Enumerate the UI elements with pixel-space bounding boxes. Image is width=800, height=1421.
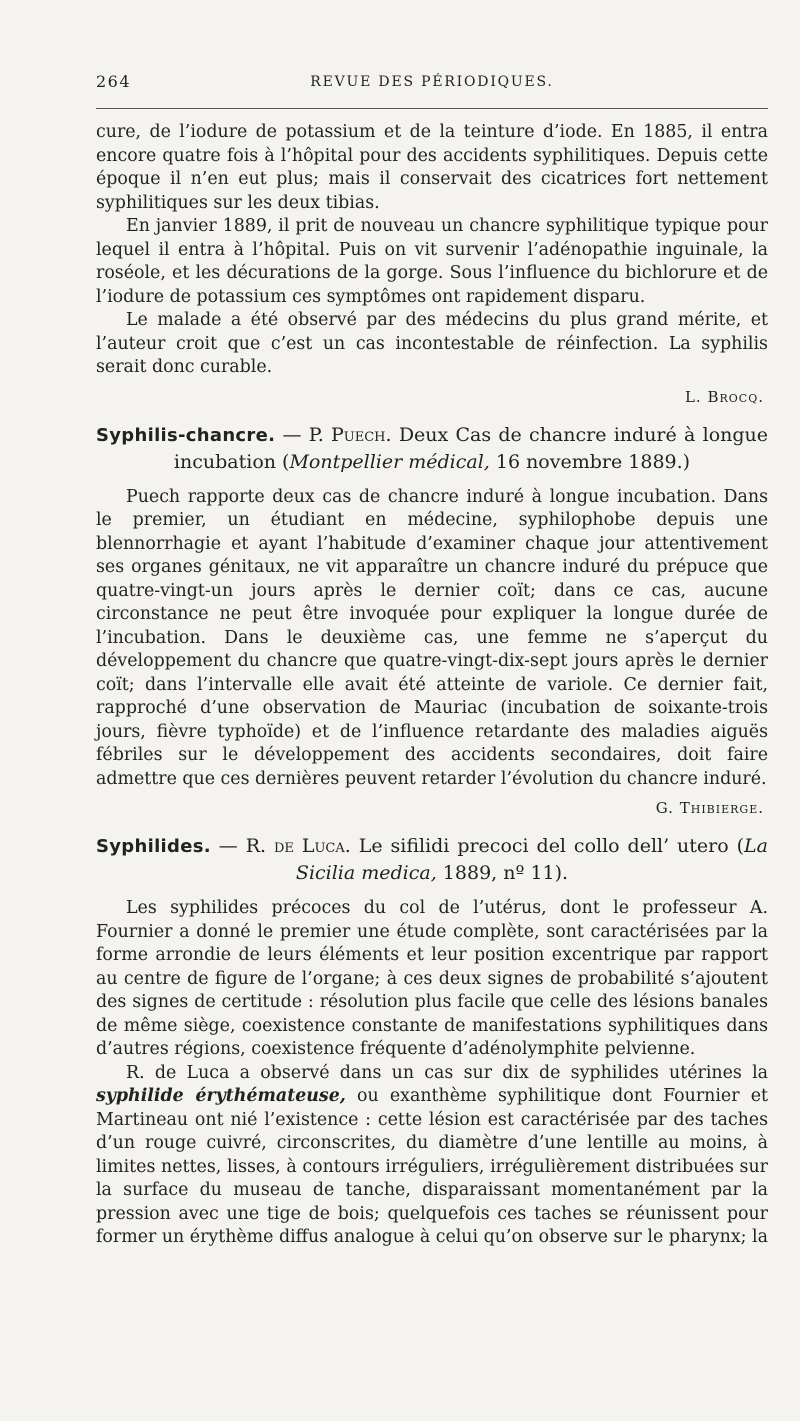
heading-journal-b: Sicilia medica, (295, 862, 437, 884)
heading-title-cont: incubation ( (173, 450, 290, 473)
heading-lead: Syphilis-chancre. (96, 424, 276, 446)
heading-dash: — P. (275, 423, 331, 446)
paragraph-rest: ou exanthème syphilitique dont Fournier et Martineau ont nié l’existence : cette lésion est caractérisée par des taches d’un rouge cuivré, circonscrites, du diamètre d’une lentille au moins, à limites nettes, lisses, à contours irréguliers, irrégulièrement distribuées sur la surface du museau de tanche, disparaissant momentanément par la pression avec une tige de bois; quelquefois ces taches se réunissent pour former un érythème diffus analogue à celui qu’on observe sur le pharynx; la (96, 1086, 768, 1247)
section-heading-syphilides (96, 833, 768, 887)
section-heading-syphilis-chancre (96, 422, 768, 476)
paragraph-emphasis: syphilide érythémateuse, (96, 1086, 346, 1106)
heading-date: 1889, nº 11). (436, 862, 569, 884)
heading-title: Deux Cas de chancre induré à longue (391, 423, 769, 446)
heading-lead: Syphilides. (96, 836, 211, 857)
page (96, 68, 768, 1250)
paragraph-puech: Puech rapporte deux cas de chancre induré à longue incubation. Dans le premier, un étudiant en médecine, syphilophobe depuis une blennorrhagie et ayant l’habitude d’examiner chaque jour attentivement ses organes génitaux, ne vit apparaître un chancre induré du prépuce que quatre-vingt-un jours après le dernier coït; dans ce cas, aucune circonstance ne peut être invoquée pour expliquer la longue durée de l’incubation. Dans le deuxième cas, une femme ne s’aperçut du développement du chancre que quatre-vingt-dix-sept jours après le dernier coït; dans l’intervalle elle avait été atteinte de variole. Ce dernier fait, rapproché d’une observation de Mauriac (incubation de soixante-trois jours, fièvre typhoïde) et de l’influence retardante des maladies aiguës fébriles sur le développement des accidents secondaires, doit faire admettre que ces dernières peuvent retarder l’évolution du chancre induré. (96, 486, 768, 789)
signature-brocq: L. Brocq. (684, 387, 764, 406)
paragraph-reinfection: En janvier 1889, il prit de nouveau un chancre syphilitique typique pour lequel il entra à l’hôpital. Puis on vit survenir l’adénopathie inguinale, la roséole, et les décurations de la gorge. Sous l’influence du bichlorure et de l’iodure de potassium ces symptômes ont rapidement disparu. (96, 216, 768, 307)
paragraph-syphilides-precoces: Les syphilides précoces du col de l’utérus, dont le professeur A. Fournier a donné le premier une étude complète, sont caractérisées par la forme arrondie de leurs éléments et leur position excentrique par rapport au centre de figure de l’organe; à ces deux signes de probabilité s’ajoutent des signes de certitude : résolution plus facile que celle des lésions banales de même siège, coexistence constante de manifestations syphilitiques dans d’autres régions, coexistence fréquente d’adénolymphite pelvienne. (96, 898, 768, 1059)
heading-line-1 (96, 422, 768, 449)
paragraph-conclusion: Le malade a été observé par des médecins du plus grand mérite, et l’auteur croit que c’est un cas incontestable de réinfection. La syphilis serait donc curable. (96, 310, 768, 377)
running-title: REVUE DES PÉRIODIQUES. (310, 74, 554, 90)
signature-thibierge: G. Thibierge. (655, 799, 764, 817)
heading-title: Le sifilidi precoci del collo dell’ utero ( (350, 835, 745, 857)
running-header (96, 68, 768, 98)
heading-author: Puech. (331, 423, 392, 446)
heading-line-2 (96, 449, 768, 476)
paragraph-continuation: cure, de l’iodure de potassium et de la teinture d’iode. En 1885, il entra encore quatre fois à l’hôpital pour des accidents syphilitiques. Depuis cette époque il n’en eut plus; mais il conservait des cicatrices fort nettement syphilitiques sur les deux tibias. (96, 122, 768, 213)
heading-journal-a: La (744, 835, 768, 857)
heading-line-2 (96, 860, 768, 887)
header-rule (96, 108, 768, 109)
paragraph-de-luca (96, 1062, 768, 1250)
heading-author: de Luca. (273, 835, 351, 857)
heading-journal: Montpellier médical, (289, 450, 490, 473)
heading-date: 16 novembre 1889.) (489, 450, 691, 473)
paragraph-start: R. de Luca a observé dans un cas sur dix de syphilides utérines la (126, 1062, 768, 1083)
heading-dash: — R. (210, 835, 274, 857)
heading-line-1 (96, 833, 768, 860)
page-number: 264 (96, 72, 132, 91)
